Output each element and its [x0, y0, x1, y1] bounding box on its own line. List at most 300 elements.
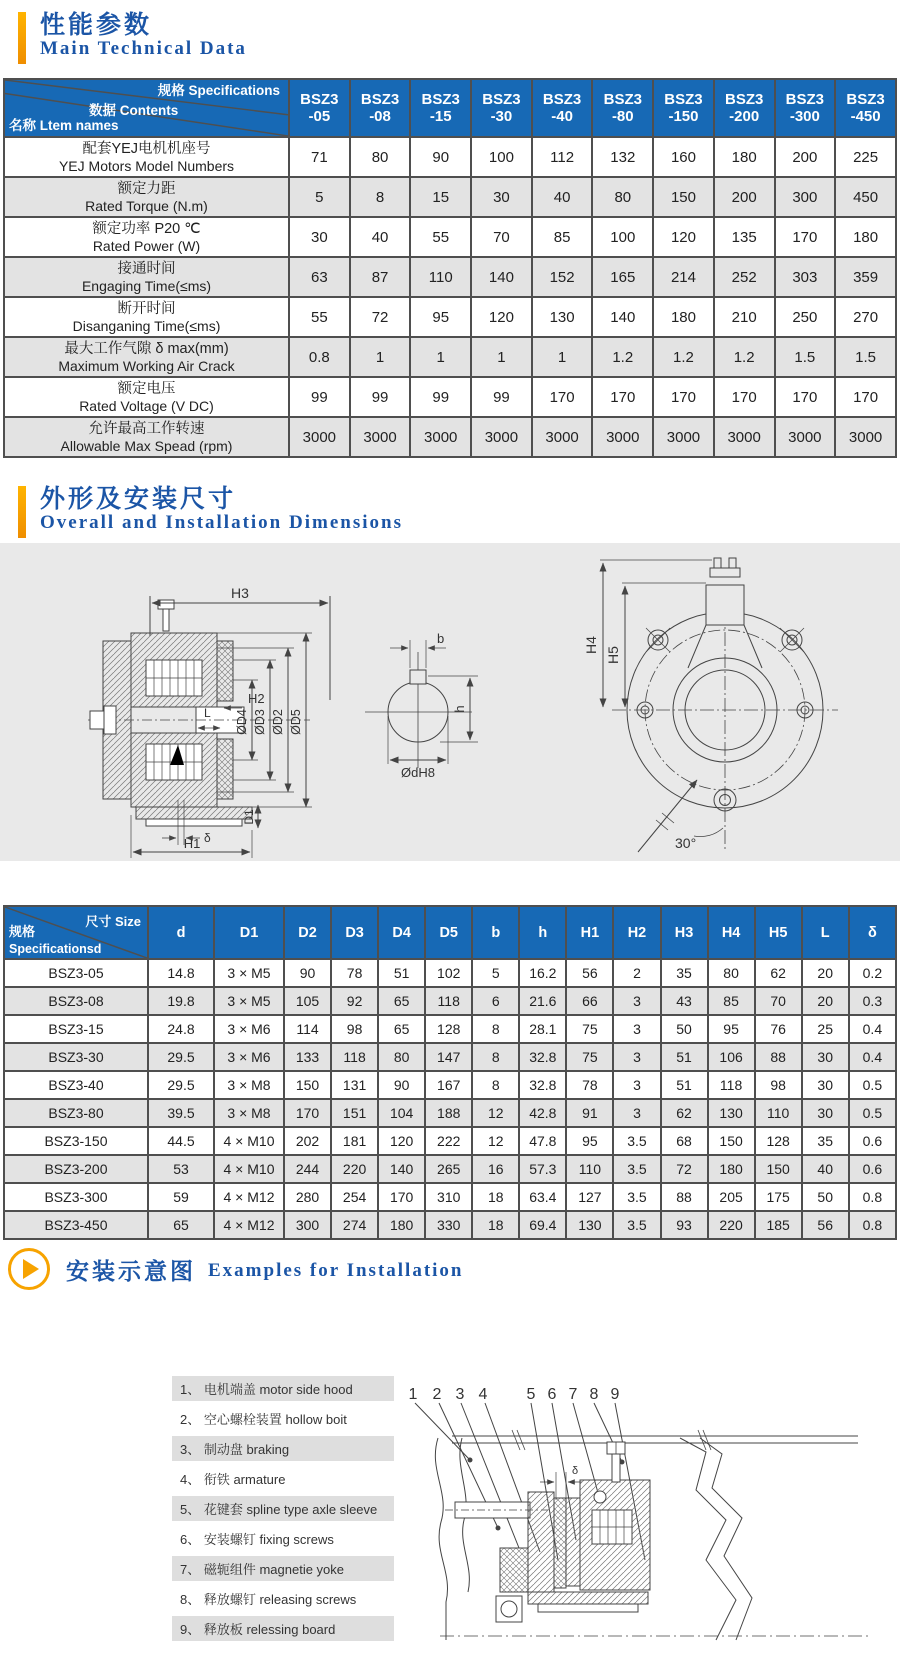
dim-cell: 0.4: [849, 1043, 896, 1071]
dim-table-wrap: [3, 905, 897, 1240]
dim-cell: 75: [566, 1015, 613, 1043]
dim-cell: 32.8: [519, 1071, 566, 1099]
dim-cell: 75: [566, 1043, 613, 1071]
dim-row: [4, 1183, 896, 1211]
dim-cell: 56: [566, 959, 613, 987]
spec-cell: 70: [471, 217, 532, 257]
spec-row-label: 额定电压 Rated Voltage (V DC): [4, 377, 289, 417]
dim-label-d2: ØD2: [271, 709, 285, 735]
corner-spec-label: 规格 Specifications: [157, 83, 280, 98]
corner-names-label: 名称 Ltem names: [9, 118, 119, 134]
spec-cell: 80: [592, 177, 653, 217]
dim-label-b: b: [437, 631, 445, 646]
dim-cell: 35: [802, 1127, 849, 1155]
dim-row: [4, 1127, 896, 1155]
dim-cell: 88: [661, 1183, 708, 1211]
dim-cell: 72: [661, 1155, 708, 1183]
dim-col-header: D4: [378, 906, 425, 959]
legend-item: 4、 衔铁 armature: [180, 1472, 286, 1487]
spec-cell: 1.2: [714, 337, 775, 377]
dim-cell: 19.8: [148, 987, 214, 1015]
dim-cell: 120: [378, 1127, 425, 1155]
install-delta-label: δ: [572, 1465, 579, 1477]
spec-cell: 140: [471, 257, 532, 297]
corner-data-label: 数据 Contents: [89, 103, 179, 118]
dim-label-h5: H5: [605, 646, 621, 664]
section2-header: [18, 486, 403, 538]
dim-cell: 222: [425, 1127, 472, 1155]
dim-label-d5: ØD5: [289, 709, 303, 735]
dim-cell: 4 × M12: [214, 1183, 284, 1211]
spec-row: [4, 297, 896, 337]
dim-cell: 90: [378, 1071, 425, 1099]
dim-cell: 150: [755, 1155, 802, 1183]
legend-item: 2、 空心螺栓装置 hollow boit: [180, 1412, 347, 1427]
section3-title-en: Examples for Installation: [208, 1260, 464, 1281]
dim-cell: 0.4: [849, 1015, 896, 1043]
spec-cell: 99: [471, 377, 532, 417]
dim-col-header: H5: [755, 906, 802, 959]
legend-item: 1、 电机端盖 motor side hood: [172, 1376, 394, 1401]
spec-row-label: 额定功率 P20 ℃ Rated Power (W): [4, 217, 289, 257]
dim-cell: 42.8: [519, 1099, 566, 1127]
dim-cell: 3: [613, 1043, 660, 1071]
spec-col-header: BSZ3 -08: [350, 79, 411, 137]
dim-cell: 59: [148, 1183, 214, 1211]
dim-label-d3: ØD3: [253, 709, 267, 735]
dim-cell: 50: [802, 1183, 849, 1211]
dim-cell: 65: [378, 987, 425, 1015]
spec-cell: 170: [653, 377, 714, 417]
legend-item: 8、 释放螺钉 releasing screws: [180, 1592, 357, 1607]
dim-cell: 51: [378, 959, 425, 987]
dim-cell: 90: [284, 959, 331, 987]
dim-cell: 0.5: [849, 1071, 896, 1099]
install-callout-number: 5: [526, 1386, 536, 1403]
legend-item: 6、 安装螺钉 fixing screws: [180, 1532, 334, 1547]
dim-cell: 110: [755, 1099, 802, 1127]
dim-cell: 3 × M5: [214, 987, 284, 1015]
spec-cell: 170: [592, 377, 653, 417]
spec-cell: 30: [471, 177, 532, 217]
dim-cell: 202: [284, 1127, 331, 1155]
dim-col-header: D3: [331, 906, 378, 959]
section2-title-zh: 外形及安装尺寸: [40, 485, 237, 513]
spec-cell: 165: [592, 257, 653, 297]
spec-row: [4, 217, 896, 257]
dim-cell: 167: [425, 1071, 472, 1099]
spec-cell: 200: [714, 177, 775, 217]
dim-col-header: D2: [284, 906, 331, 959]
spec-cell: 3000: [775, 417, 836, 457]
spec-col-header: BSZ3 -200: [714, 79, 775, 137]
dim-cell: 78: [566, 1071, 613, 1099]
spec-cell: 72: [350, 297, 411, 337]
dim-cell: 147: [425, 1043, 472, 1071]
dim-cell: 12: [472, 1127, 519, 1155]
spec-cell: 120: [653, 217, 714, 257]
dim-cell: 70: [755, 987, 802, 1015]
spec-cell: 270: [835, 297, 896, 337]
dim-cell: 3: [613, 987, 660, 1015]
dim-col-header: b: [472, 906, 519, 959]
section1-title-en: Main Technical Data: [40, 38, 247, 60]
dim-cell: 140: [378, 1155, 425, 1183]
dim-label-delta: δ: [204, 831, 211, 845]
spec-cell: 99: [289, 377, 350, 417]
dim-cell: 4 × M12: [214, 1211, 284, 1239]
dim-cell: 181: [331, 1127, 378, 1155]
dim-label-l: L: [204, 706, 211, 720]
dim-cell: 118: [708, 1071, 755, 1099]
dim-row-model: BSZ3-150: [4, 1127, 148, 1155]
accent-bar: [18, 486, 26, 538]
dim-cell: 131: [331, 1071, 378, 1099]
install-callout-number: 6: [547, 1386, 557, 1403]
dim-header-row: [4, 906, 896, 959]
dim-table: [3, 905, 897, 1240]
dim-cell: 66: [566, 987, 613, 1015]
spec-cell: 1.2: [653, 337, 714, 377]
dim-col-header: L: [802, 906, 849, 959]
dimension-drawings: [0, 543, 900, 861]
section3-header: [8, 1248, 464, 1290]
dim-cell: 24.8: [148, 1015, 214, 1043]
spec-cell: 252: [714, 257, 775, 297]
dim-cell: 180: [708, 1155, 755, 1183]
spec-cell: 180: [653, 297, 714, 337]
dim-row-model: BSZ3-450: [4, 1211, 148, 1239]
dim-label-d4: ØD4: [235, 709, 249, 735]
dim-cell: 63.4: [519, 1183, 566, 1211]
dim-cell: 91: [566, 1099, 613, 1127]
dim-cell: 78: [331, 959, 378, 987]
spec-row-label: 额定力距 Rated Torque (N.m): [4, 177, 289, 217]
spec-row: [4, 257, 896, 297]
spec-cell: 55: [410, 217, 471, 257]
dim-cell: 3 × M5: [214, 959, 284, 987]
dim-cell: 18: [472, 1183, 519, 1211]
dim-cell: 21.6: [519, 987, 566, 1015]
legend-item: 7、 磁轭组件 magnetie yoke: [172, 1556, 394, 1581]
dim-cell: 188: [425, 1099, 472, 1127]
dim-cell: 300: [284, 1211, 331, 1239]
install-callout-number: 3: [455, 1386, 465, 1403]
dim-cell: 30: [802, 1099, 849, 1127]
dim-row-model: BSZ3-30: [4, 1043, 148, 1071]
accent-bar: [18, 12, 26, 64]
dim-col-header: h: [519, 906, 566, 959]
spec-table: [3, 78, 897, 458]
dim-cell: 8: [472, 1015, 519, 1043]
install-callout-number: 4: [478, 1386, 488, 1403]
spec-cell: 3000: [653, 417, 714, 457]
spec-table-wrap: [3, 78, 897, 458]
dim-cell: 3: [613, 1015, 660, 1043]
dim-label-h3: H3: [231, 585, 249, 601]
dim-cell: 2: [613, 959, 660, 987]
dim-cell: 76: [755, 1015, 802, 1043]
dim-cell: 3 × M6: [214, 1015, 284, 1043]
spec-cell: 150: [653, 177, 714, 217]
dim-cell: 88: [755, 1043, 802, 1071]
spec-cell: 1: [471, 337, 532, 377]
spec-col-header: BSZ3 -30: [471, 79, 532, 137]
spec-row-label: 允许最高工作转速 Allowable Max Spead (rpm): [4, 417, 289, 457]
spec-cell: 15: [410, 177, 471, 217]
dim-row-model: BSZ3-80: [4, 1099, 148, 1127]
spec-cell: 359: [835, 257, 896, 297]
spec-row: [4, 337, 896, 377]
dim-cell: 244: [284, 1155, 331, 1183]
dim-cell: 44.5: [148, 1127, 214, 1155]
spec-col-header: BSZ3 -450: [835, 79, 896, 137]
spec-cell: 140: [592, 297, 653, 337]
dim-col-header: δ: [849, 906, 896, 959]
dim-cell: 150: [284, 1071, 331, 1099]
dim-cell: 69.4: [519, 1211, 566, 1239]
dim-cell: 127: [566, 1183, 613, 1211]
dim-cell: 151: [331, 1099, 378, 1127]
spec-cell: 112: [532, 137, 593, 177]
installation-drawing: [0, 1360, 900, 1660]
dim-cell: 185: [755, 1211, 802, 1239]
spec-cell: 1: [532, 337, 593, 377]
dim-cell: 62: [661, 1099, 708, 1127]
spec-cell: 95: [410, 297, 471, 337]
dim-cell: 8: [472, 1071, 519, 1099]
dim-label-h1: H1: [183, 836, 201, 851]
dim-cell: 28.1: [519, 1015, 566, 1043]
dim-row: [4, 1211, 896, 1239]
spec-cell: 1: [350, 337, 411, 377]
dim-cell: 4 × M10: [214, 1155, 284, 1183]
spec-cell: 170: [835, 377, 896, 417]
dim-cell: 4 × M10: [214, 1127, 284, 1155]
dim-cell: 43: [661, 987, 708, 1015]
dim-cell: 265: [425, 1155, 472, 1183]
dim-cell: 56: [802, 1211, 849, 1239]
legend-item: 3、 制动盘 braking: [172, 1436, 394, 1461]
dim-row-model: BSZ3-15: [4, 1015, 148, 1043]
dim-cell: 85: [708, 987, 755, 1015]
dim-cell: 8: [472, 1043, 519, 1071]
dim-cell: 170: [378, 1183, 425, 1211]
spec-cell: 152: [532, 257, 593, 297]
dim-cell: 51: [661, 1071, 708, 1099]
dim-label-d1: D1: [242, 809, 256, 825]
dim-cell: 29.5: [148, 1043, 214, 1071]
dim-cell: 57.3: [519, 1155, 566, 1183]
dim-cell: 30: [802, 1071, 849, 1099]
dim-cell: 98: [331, 1015, 378, 1043]
dim-cell: 35: [661, 959, 708, 987]
dim-cell: 51: [661, 1043, 708, 1071]
spec-cell: 120: [471, 297, 532, 337]
dim-cell: 39.5: [148, 1099, 214, 1127]
dim-cell: 220: [331, 1155, 378, 1183]
dim-cell: 92: [331, 987, 378, 1015]
spec-cell: 225: [835, 137, 896, 177]
spec-cell: 132: [592, 137, 653, 177]
dim-cell: 3.5: [613, 1211, 660, 1239]
dim-cell: 130: [566, 1211, 613, 1239]
install-callout-number: 9: [610, 1386, 620, 1403]
screw-head: [158, 600, 174, 609]
dim-row: [4, 959, 896, 987]
dim-col-header: H1: [566, 906, 613, 959]
dim-col-header: D1: [214, 906, 284, 959]
dim-cell: 95: [708, 1015, 755, 1043]
dim-cell: 3.5: [613, 1155, 660, 1183]
dim-cell: 114: [284, 1015, 331, 1043]
dim-cell: 128: [755, 1127, 802, 1155]
dim-col-header: d: [148, 906, 214, 959]
spec-cell: 90: [410, 137, 471, 177]
spec-cell: 214: [653, 257, 714, 297]
dim-cell: 106: [708, 1043, 755, 1071]
dim-cell: 3: [613, 1071, 660, 1099]
dim-cell: 40: [802, 1155, 849, 1183]
spec-col-header: BSZ3 -150: [653, 79, 714, 137]
dim-col-header: H2: [613, 906, 660, 959]
dim-row: [4, 1071, 896, 1099]
corner-spec-zh: 规格: [9, 924, 36, 939]
spec-row-label: 配套YEJ电机机座号 YEJ Motors Model Numbers: [4, 137, 289, 177]
dim-label-h2: H2: [248, 691, 265, 706]
corner-spec-en: Specificationsd: [9, 942, 102, 956]
dim-cell: 330: [425, 1211, 472, 1239]
dim-cell: 0.5: [849, 1099, 896, 1127]
spec-cell: 3000: [471, 417, 532, 457]
dim-cell: 205: [708, 1183, 755, 1211]
spec-row: [4, 377, 896, 417]
spec-cell: 180: [714, 137, 775, 177]
dim-cell: 170: [284, 1099, 331, 1127]
spec-row-label: 断开时间 Disanganing Time(≤ms): [4, 297, 289, 337]
dim-col-header: D5: [425, 906, 472, 959]
dim-row-model: BSZ3-200: [4, 1155, 148, 1183]
dim-cell: 95: [566, 1127, 613, 1155]
dim-cell: 62: [755, 959, 802, 987]
dim-cell: 104: [378, 1099, 425, 1127]
spec-cell: 3000: [532, 417, 593, 457]
spec-cell: 160: [653, 137, 714, 177]
dim-cell: 105: [284, 987, 331, 1015]
spec-cell: 87: [350, 257, 411, 297]
dim-row: [4, 1155, 896, 1183]
spec-cell: 1.2: [592, 337, 653, 377]
dim-cell: 3 × M8: [214, 1099, 284, 1127]
dim-label-h: h: [452, 705, 467, 713]
dim-col-header: H3: [661, 906, 708, 959]
dimension-drawings-panel: [0, 543, 900, 861]
spec-corner-cell: [4, 79, 289, 137]
spec-cell: 99: [350, 377, 411, 417]
dim-cell: 5: [472, 959, 519, 987]
spec-cell: 135: [714, 217, 775, 257]
dim-cell: 3 × M6: [214, 1043, 284, 1071]
spec-cell: 1.5: [835, 337, 896, 377]
dim-row-model: BSZ3-08: [4, 987, 148, 1015]
spec-cell: 303: [775, 257, 836, 297]
spec-cell: 170: [775, 217, 836, 257]
spec-cell: 71: [289, 137, 350, 177]
spec-cell: 170: [714, 377, 775, 417]
dim-corner-cell: [4, 906, 148, 959]
dim-cell: 3 × M8: [214, 1071, 284, 1099]
spec-cell: 8: [350, 177, 411, 217]
dim-cell: 0.2: [849, 959, 896, 987]
legend-item: 5、 花键套 spline type axle sleeve: [172, 1496, 394, 1521]
spec-cell: 80: [350, 137, 411, 177]
dim-label-h4: H4: [583, 636, 599, 654]
spec-cell: 30: [289, 217, 350, 257]
spec-col-header: BSZ3 -80: [592, 79, 653, 137]
spec-cell: 3000: [835, 417, 896, 457]
corner-size-label: 尺寸 Size: [85, 914, 141, 929]
spec-cell: 85: [532, 217, 593, 257]
dim-cell: 254: [331, 1183, 378, 1211]
dim-cell: 98: [755, 1071, 802, 1099]
spec-cell: 40: [350, 217, 411, 257]
dim-cell: 20: [802, 987, 849, 1015]
spec-cell: 1.5: [775, 337, 836, 377]
dim-cell: 220: [708, 1211, 755, 1239]
dim-cell: 128: [425, 1015, 472, 1043]
spec-cell: 100: [471, 137, 532, 177]
section1-header: [18, 12, 247, 64]
dim-cell: 80: [378, 1043, 425, 1071]
dim-cell: 6: [472, 987, 519, 1015]
spec-cell: 3000: [714, 417, 775, 457]
dim-cell: 175: [755, 1183, 802, 1211]
spec-cell: 200: [775, 137, 836, 177]
dim-cell: 68: [661, 1127, 708, 1155]
section1-title-zh: 性能参数: [40, 11, 153, 39]
dim-label-dh8: ØdH8: [401, 765, 435, 780]
spec-cell: 40: [532, 177, 593, 217]
dim-cell: 180: [378, 1211, 425, 1239]
install-callout-number: 2: [432, 1386, 442, 1403]
legend-item: 9、 释放板 relessing board: [172, 1616, 394, 1641]
dim-cell: 280: [284, 1183, 331, 1211]
spec-cell: 100: [592, 217, 653, 257]
dim-cell: 32.8: [519, 1043, 566, 1071]
spec-row-label: 接通时间 Engaging Time(≤ms): [4, 257, 289, 297]
spec-col-header: BSZ3 -300: [775, 79, 836, 137]
dim-cell: 118: [331, 1043, 378, 1071]
dim-cell: 3.5: [613, 1183, 660, 1211]
dim-row: [4, 987, 896, 1015]
spec-cell: 130: [532, 297, 593, 337]
dim-row-model: BSZ3-40: [4, 1071, 148, 1099]
spec-cell: 170: [775, 377, 836, 417]
spec-cell: 250: [775, 297, 836, 337]
dim-cell: 65: [148, 1211, 214, 1239]
dim-cell: 16.2: [519, 959, 566, 987]
spec-cell: 110: [410, 257, 471, 297]
spec-row: [4, 417, 896, 457]
dim-row-model: BSZ3-300: [4, 1183, 148, 1211]
dim-col-header: H4: [708, 906, 755, 959]
dim-cell: 25: [802, 1015, 849, 1043]
dim-cell: 130: [708, 1099, 755, 1127]
dim-cell: 16: [472, 1155, 519, 1183]
dim-cell: 65: [378, 1015, 425, 1043]
spec-cell: 3000: [350, 417, 411, 457]
section2-title-en: Overall and Installation Dimensions: [40, 512, 403, 534]
